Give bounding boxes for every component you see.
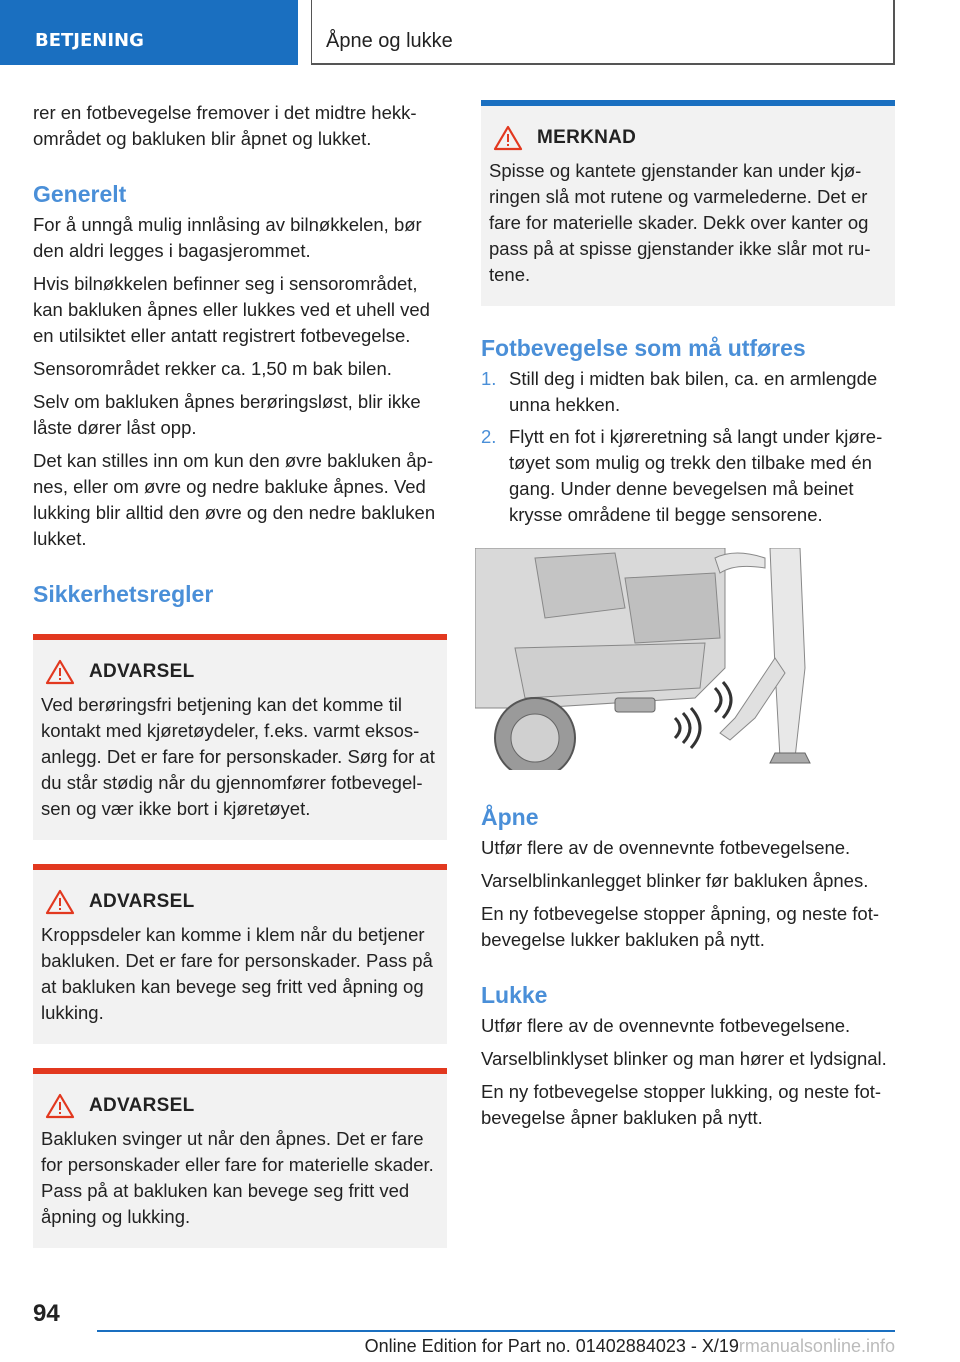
- heading-sikkerhetsregler: Sikkerhetsregler: [33, 581, 214, 607]
- footer-divider: [97, 1330, 895, 1332]
- step-item: [481, 424, 895, 528]
- warning-box: [33, 1068, 447, 1248]
- warning-box: [33, 634, 447, 840]
- step-item: [481, 366, 895, 418]
- generelt-paragraph: Hvis bilnøkkelen befinner seg i sensorområdet, kan bakluken åpnes eller lukkes ved et uhell ved en utilsiktet eller antatt registrert fotbevegelse.: [33, 273, 430, 346]
- apne-paragraph: Varselblinkanlegget blinker før bakluken åpnes.: [481, 870, 869, 891]
- footer-edition: [365, 1336, 895, 1357]
- caution-triangle-icon: [493, 125, 523, 151]
- warning-box: [33, 864, 447, 1044]
- lukke-paragraph: Varselblinklyset blinker og man hører et lydsignal.: [481, 1048, 887, 1069]
- warning-text: Kroppsdeler kan komme i klem når du betjener bakluken. Det er fare for personskader. Pass på at bakluken kan bevege seg fritt ved åpning og lukking.: [41, 924, 433, 1023]
- heading-apne: Åpne: [481, 804, 539, 830]
- step-text: Still deg i midten bak bilen, ca. en armlengde unna hekken.: [509, 368, 878, 415]
- warning-title: ADVARSEL: [89, 661, 195, 682]
- note-box: [481, 100, 895, 306]
- edition-text: Online Edition for Part no. 01402884023 - X/19: [364, 1336, 739, 1356]
- step-text: Flytt en fot i kjøreretning så langt under kjøre-tøyet som mulig og trekk den tilbake med én gang. Under denne bevegelsen må beinet krysse områdene til begge sensorene.: [509, 426, 883, 525]
- generelt-paragraph: Sensorområdet rekker ca. 1,50 m bak bilen.: [33, 358, 392, 379]
- warning-triangle-icon: [45, 659, 75, 685]
- warning-title: ADVARSEL: [89, 891, 195, 912]
- left-column: [33, 100, 447, 1248]
- heading-fotbevegelse: Fotbevegelse som må utføres: [481, 335, 806, 361]
- watermark-text: rmanualsonline.info: [738, 1336, 895, 1356]
- generelt-paragraph: Det kan stilles inn om kun den øvre bakluken åp-nes, eller om øvre og nedre bakluke åpnes. Ved lukking blir alltid den øvre og den nedre bakluken lukket.: [33, 450, 436, 549]
- apne-paragraph: Utfør flere av de ovennevnte fotbevegelsene.: [481, 837, 851, 858]
- warning-triangle-icon: [45, 1093, 75, 1119]
- lukke-paragraph: Utfør flere av de ovennevnte fotbevegelsene.: [481, 1015, 851, 1036]
- page-number: 94: [33, 1300, 60, 1327]
- foot-gesture-illustration: [475, 548, 815, 770]
- generelt-paragraph: Selv om bakluken åpnes berøringsløst, blir ikke låste dører låst opp.: [33, 391, 421, 438]
- warning-text: Bakluken svinger ut når den åpnes. Det er fare for personskader eller fare for materielle skader. Pass på at bakluken kan bevege seg fritt ved åpning og lukking.: [41, 1128, 434, 1227]
- generelt-paragraph: For å unngå mulig innlåsing av bilnøkkelen, bør den aldri legges i bagasjerommet.: [33, 214, 422, 261]
- warning-title: ADVARSEL: [89, 1095, 195, 1116]
- note-text: Spisse og kantete gjenstander kan under kjø-ringen slå mot rutene og varmelederne. Det er fare for materielle skader. Dekk over kanter og pass på at spisse gjenstander ikke slår mot ru-tene.: [489, 160, 871, 285]
- note-title: MERKNAD: [537, 127, 637, 148]
- chapter-tab: BETJENING: [0, 0, 298, 65]
- page-header-title: Åpne og lukke: [311, 0, 895, 65]
- step-number: 1.: [481, 368, 497, 389]
- apne-paragraph: En ny fotbevegelse stopper åpning, og neste fot-bevegelse lukker bakluken på nytt.: [481, 903, 880, 950]
- warning-text: Ved berøringsfri betjening kan det komme til kontakt med kjøretøydeler, f.eks. varmt eksos-anlegg. Det er fare for personskader. Sørg for at du står stødig når du gjennomfører fotbevegel-sen og vær ikke bort i kjøretøyet.: [41, 694, 435, 819]
- warning-triangle-icon: [45, 889, 75, 915]
- lukke-paragraph: En ny fotbevegelse stopper lukking, og neste fot-bevegelse åpner bakluken på nytt.: [481, 1081, 882, 1128]
- right-column: [481, 100, 895, 1138]
- intro-paragraph: rer en fotbevegelse fremover i det midtre hekk-området og bakluken blir åpnet og lukket.: [33, 102, 417, 149]
- steps-list: [481, 366, 895, 528]
- heading-generelt: Generelt: [33, 181, 127, 207]
- step-number: 2.: [481, 426, 497, 447]
- heading-lukke: Lukke: [481, 982, 548, 1008]
